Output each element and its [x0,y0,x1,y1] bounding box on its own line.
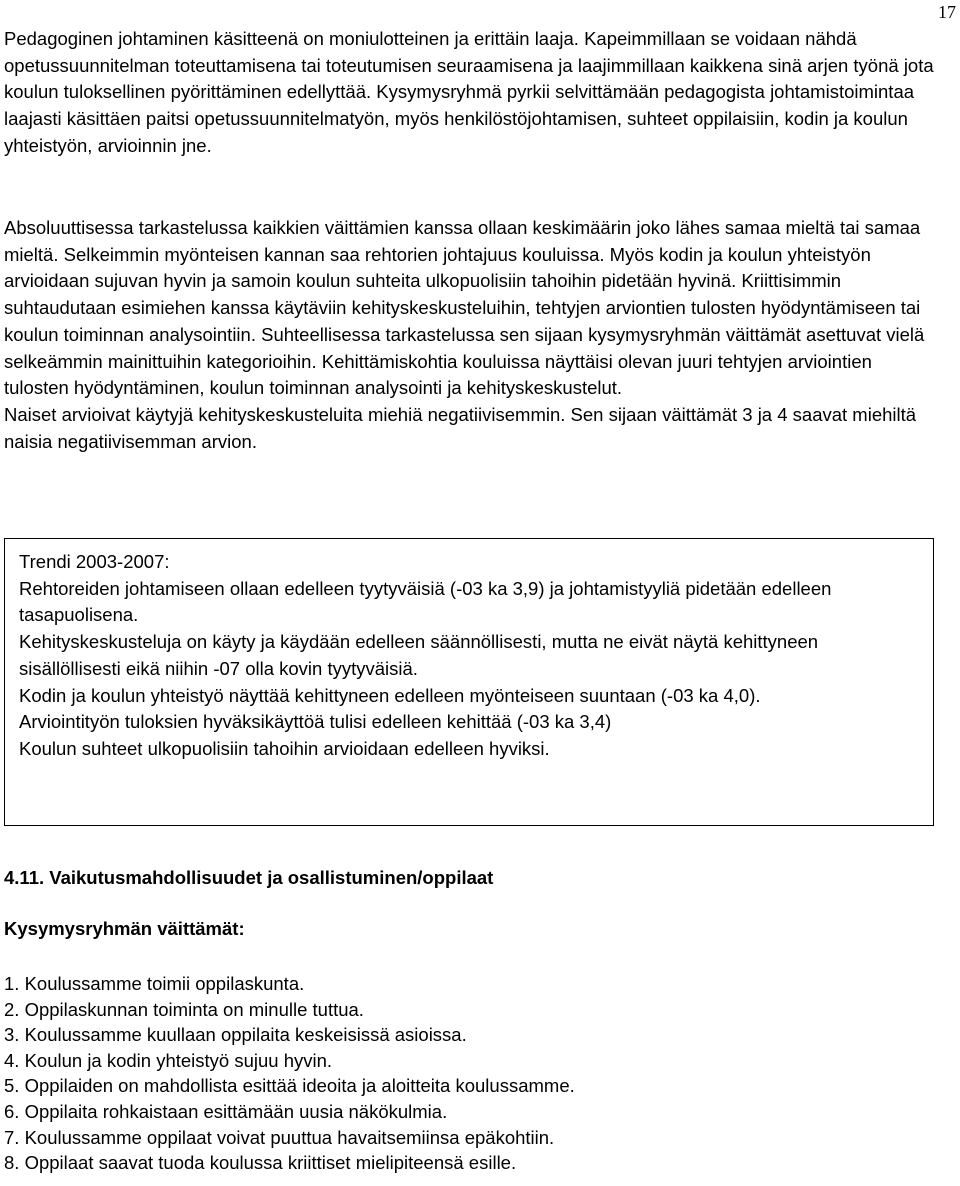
list-item: 4. Koulun ja kodin yhteistyö sujuu hyvin. [4,1049,333,1071]
trend-line: Kodin ja koulun yhteistyö näyttää kehittyneen edelleen myönteiseen suuntaan (-03 ka 4,0). [19,684,761,706]
results-section [4,215,939,455]
intro-paragraph: Pedagoginen johtaminen käsitteenä on moniulotteinen ja erittäin laaja. Kapeimmillaan se voidaan nähdä opetussuunnitelman toteuttamisena tai toteutumisen seuraamisena ja laajimmillaan kaikkena sinä arjen työnä jota koulun tuloksellinen pyörittäminen edellyttää. Kysymysryhmä pyrkii selvittämään pedagogista johtamistoimintaa laajasti käsittäen paitsi opetussuunnitelmatyön, myös henkilöstöjohtamisen, suhteet oppilaisiin, kodin ja koulun yhteistyön, arvioinnin jne. [4,28,934,156]
trend-line: Arviointityön tuloksien hyväksikäyttöä tulisi edelleen kehittää (-03 ka 3,4) [19,711,612,733]
list-item: 5. Oppilaiden on mahdollista esittää ideoita ja aloitteita koulussamme. [4,1075,575,1097]
trend-box [4,538,934,826]
statements-subheading: Kysymysryhmän väittämät: [4,918,245,939]
trend-title: Trendi 2003-2007: [19,551,170,572]
list-item: 6. Oppilaita rohkaistaan esittämään uusia näkökulmia. [4,1100,448,1122]
statements-list [4,971,575,1176]
results-paragraph: Absoluuttisessa tarkastelussa kaikkien väittämien kanssa ollaan keskimäärin joko lähes samaa mieltä tai samaa mieltä. Selkeimmin myönteisen kannan saa rehtorien johtajuus kouluissa. Myös kodin ja koulun yhteistyön arvioidaan sujuvan hyvin ja samoin koulun suhteita ulkopuolisiin tahoihin pidetään hyvinä. Kriittisimmin suhtaudutaan esimiehen kanssa käytäviin kehityskeskusteluihin, tehtyjen arviontien tulosten hyödyntämiseen tai koulun toiminnan analysointiin. Suhteellisessa tarkastelussa sen sijaan kysymysryhmän väittämät asettuvat vielä selkeämmin mainittuihin kategorioihin. Kehittämiskohtia kouluissa näyttäisi olevan juuri tehtyjen arviointien tulosten hyödyntäminen, koulun toiminnan analysointi ja kehityskeskustelut. [4,217,925,399]
gender-differences-paragraph: Naiset arvioivat käytyjä kehityskeskusteluita miehiä negatiivisemmin. Sen sijaan väittämät 3 ja 4 saavat miehiltä naisia negatiivisemman arvion. [4,403,917,452]
list-item: 1. Koulussamme toimii oppilaskunta. [4,973,305,994]
list-item: 2. Oppilaskunnan toiminta on minulle tuttua. [4,998,364,1020]
trend-line: Kehityskeskusteluja on käyty ja käydään edelleen säännöllisesti, mutta ne eivät näytä kehittyneen sisällöllisesti eikä niihin -07 olla kovin tyytyväisiä. [19,631,819,679]
list-item: 8. Oppilaat saavat tuoda koulussa kriittiset mielipiteensä esille. [4,1152,517,1174]
trend-line: Rehtoreiden johtamiseen ollaan edelleen tyytyväisiä (-03 ka 3,9) ja johtamistyyliä pidetään edelleen tasapuolisena. [19,577,832,626]
trend-line: Koulun suhteet ulkopuolisiin tahoihin arvioidaan edelleen hyviksi. [19,737,550,759]
list-item: 7. Koulussamme oppilaat voivat puuttua havaitsemiinsa epäkohtiin. [4,1126,555,1148]
section-heading: 4.11. Vaikutusmahdollisuudet ja osallistuminen/oppilaat [4,867,494,888]
page-number: 17 [938,2,956,22]
list-item: 3. Koulussamme kuullaan oppilaita keskeisissä asioissa. [4,1024,467,1046]
